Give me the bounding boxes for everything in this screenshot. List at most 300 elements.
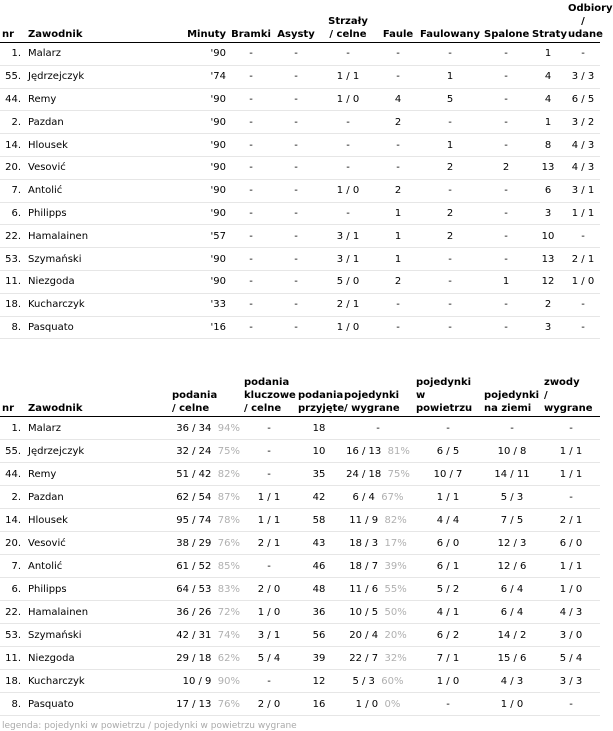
duels-cell [342, 417, 414, 440]
minutes-cell: '90 [166, 43, 228, 66]
offsides-cell: 1 [482, 270, 530, 293]
received-passes-cell: 58 [296, 509, 342, 532]
losses-cell: 4 [530, 65, 566, 88]
duels-cell-value: 22 / 7 [349, 652, 379, 664]
offsides-cell: - [482, 88, 530, 111]
dribbles-cell: - [542, 693, 600, 716]
passes-cell [170, 509, 242, 532]
assists-cell: - [274, 134, 318, 157]
passes-cell-value: 38 / 29 [176, 537, 212, 549]
key-passes-cell: 1 / 1 [242, 486, 296, 509]
duels-cell-percent: 0% [384, 698, 401, 710]
passes-cell [170, 463, 242, 486]
col-header-strzaly: Strzały / celne [318, 2, 378, 43]
minutes-cell: '90 [166, 134, 228, 157]
passes-cell-percent: 83% [217, 583, 240, 595]
recoveries-cell: 6 / 5 [566, 88, 600, 111]
assists-cell: - [274, 293, 318, 316]
player-name: Kucharczyk [26, 293, 166, 316]
duels-cell [342, 693, 414, 716]
table-row [0, 293, 600, 316]
fouled-cell: - [418, 179, 482, 202]
received-passes-cell: 35 [296, 463, 342, 486]
key-passes-cell: 1 / 0 [242, 601, 296, 624]
duels-cell [342, 578, 414, 601]
goals-cell: - [228, 88, 274, 111]
player-number: 44. [0, 88, 26, 111]
losses-cell: 12 [530, 270, 566, 293]
table-row [0, 601, 600, 624]
passes-cell-percent: 76% [217, 698, 240, 710]
offsides-cell: - [482, 179, 530, 202]
shots-cell: - [318, 156, 378, 179]
passes-cell-percent: 87% [217, 491, 240, 503]
offsides-cell: - [482, 111, 530, 134]
key-passes-cell: - [242, 555, 296, 578]
col-header-straty: Straty [530, 2, 566, 43]
aerial-duels-cell: 5 / 2 [414, 578, 482, 601]
table-row [0, 555, 600, 578]
assists-cell: - [274, 270, 318, 293]
player-name: Szymański [26, 248, 166, 271]
table-row [0, 179, 600, 202]
fouled-cell: - [418, 43, 482, 66]
col-header-nr: nr [0, 376, 26, 417]
player-name: Hamalainen [26, 601, 170, 624]
goals-cell: - [228, 111, 274, 134]
fouls-cell: 1 [378, 202, 418, 225]
fouled-cell: 2 [418, 156, 482, 179]
duels-cell [342, 463, 414, 486]
passes-cell-percent: 76% [217, 537, 240, 549]
fouled-cell: 5 [418, 88, 482, 111]
recoveries-cell: - [566, 43, 600, 66]
shots-cell: 1 / 0 [318, 88, 378, 111]
table-row [0, 316, 600, 339]
col-header-pojedynki: pojedynki / wygrane [342, 376, 414, 417]
goals-cell: - [228, 43, 274, 66]
ground-duels-cell: 10 / 8 [482, 440, 542, 463]
passes-cell [170, 486, 242, 509]
ground-duels-cell: - [482, 417, 542, 440]
player-number: 14. [0, 134, 26, 157]
table-row [0, 134, 600, 157]
fouled-cell: 2 [418, 225, 482, 248]
recoveries-cell: 4 / 3 [566, 156, 600, 179]
shots-cell: 1 / 0 [318, 179, 378, 202]
goals-cell: - [228, 225, 274, 248]
table-row [0, 270, 600, 293]
fouled-cell: 2 [418, 202, 482, 225]
assists-cell: - [274, 88, 318, 111]
passes-cell-percent: 62% [217, 652, 240, 664]
fouls-cell: 2 [378, 111, 418, 134]
goals-cell: - [228, 248, 274, 271]
player-number: 55. [0, 440, 26, 463]
duels-cell-value: 10 / 5 [349, 606, 379, 618]
fouled-cell: 1 [418, 65, 482, 88]
player-name: Remy [26, 463, 170, 486]
col-header-faulowany: Faulowany [418, 2, 482, 43]
minutes-cell: '57 [166, 225, 228, 248]
offsides-cell: 2 [482, 156, 530, 179]
passes-cell-value: 61 / 52 [176, 560, 212, 572]
player-number: 22. [0, 601, 26, 624]
passes-cell [170, 670, 242, 693]
table-row [0, 647, 600, 670]
table-row [0, 624, 600, 647]
player-number: 44. [0, 463, 26, 486]
table1-body [0, 43, 600, 339]
col-header-pojedynki-powietrze: pojedynki w powietrzu [414, 376, 482, 417]
table-row [0, 43, 600, 66]
player-number: 55. [0, 65, 26, 88]
table-row [0, 65, 600, 88]
offsides-cell: - [482, 225, 530, 248]
player-name: Hlousek [26, 509, 170, 532]
assists-cell: - [274, 316, 318, 339]
assists-cell: - [274, 248, 318, 271]
shots-cell: - [318, 202, 378, 225]
shots-cell: 3 / 1 [318, 225, 378, 248]
player-name: Vesović [26, 156, 166, 179]
recoveries-cell: 1 / 0 [566, 270, 600, 293]
table-row [0, 225, 600, 248]
player-name: Pazdan [26, 486, 170, 509]
table-row [0, 578, 600, 601]
stats-table-duels [0, 376, 600, 716]
player-number: 8. [0, 316, 26, 339]
duels-cell-percent: 20% [384, 629, 407, 641]
player-number: 1. [0, 417, 26, 440]
offsides-cell: - [482, 293, 530, 316]
passes-cell [170, 693, 242, 716]
col-header-spalone: Spalone [482, 2, 530, 43]
assists-cell: - [274, 156, 318, 179]
player-name: Pasquato [26, 316, 166, 339]
table-row [0, 670, 600, 693]
duels-cell-percent: 67% [381, 491, 404, 503]
shots-cell: 3 / 1 [318, 248, 378, 271]
dribbles-cell: 2 / 1 [542, 509, 600, 532]
duels-cell-value: 5 / 3 [352, 675, 375, 687]
received-passes-cell: 56 [296, 624, 342, 647]
fouls-cell: - [378, 316, 418, 339]
player-number: 53. [0, 624, 26, 647]
col-header-podania-przyjete: podania przyjęte [296, 376, 342, 417]
passes-cell-value: 95 / 74 [176, 514, 212, 526]
dribbles-cell: 3 / 3 [542, 670, 600, 693]
player-number: 8. [0, 693, 26, 716]
offsides-cell: - [482, 202, 530, 225]
received-passes-cell: 42 [296, 486, 342, 509]
duels-cell-percent: 82% [384, 514, 407, 526]
minutes-cell: '90 [166, 270, 228, 293]
aerial-duels-cell: 6 / 2 [414, 624, 482, 647]
minutes-cell: '90 [166, 156, 228, 179]
duels-cell-value: 6 / 4 [352, 491, 375, 503]
goals-cell: - [228, 202, 274, 225]
received-passes-cell: 10 [296, 440, 342, 463]
duels-cell [342, 486, 414, 509]
passes-cell-value: 36 / 34 [176, 422, 212, 434]
received-passes-cell: 16 [296, 693, 342, 716]
received-passes-cell: 12 [296, 670, 342, 693]
duels-cell-value: 16 / 13 [346, 445, 382, 457]
dribbles-cell: 3 / 0 [542, 624, 600, 647]
aerial-duels-cell: 10 / 7 [414, 463, 482, 486]
player-name: Philipps [26, 578, 170, 601]
col-header-bramki: Bramki [228, 2, 274, 43]
aerial-duels-cell: 1 / 0 [414, 670, 482, 693]
recoveries-cell: 2 / 1 [566, 248, 600, 271]
passes-cell-value: 29 / 18 [176, 652, 212, 664]
ground-duels-cell: 12 / 6 [482, 555, 542, 578]
losses-cell: 4 [530, 88, 566, 111]
goals-cell: - [228, 156, 274, 179]
fouls-cell: - [378, 43, 418, 66]
minutes-cell: '90 [166, 88, 228, 111]
passes-cell-percent: 74% [217, 629, 240, 641]
passes-cell [170, 532, 242, 555]
ground-duels-cell: 1 / 0 [482, 693, 542, 716]
duels-cell-value: 1 / 0 [355, 698, 379, 710]
minutes-cell: '33 [166, 293, 228, 316]
shots-cell: - [318, 134, 378, 157]
dribbles-cell: - [542, 486, 600, 509]
player-number: 20. [0, 156, 26, 179]
key-passes-cell: 3 / 1 [242, 624, 296, 647]
passes-cell [170, 417, 242, 440]
table-row [0, 693, 600, 716]
dribbles-cell: 1 / 1 [542, 463, 600, 486]
duels-cell [342, 670, 414, 693]
fouled-cell: 1 [418, 134, 482, 157]
passes-cell [170, 601, 242, 624]
passes-cell [170, 440, 242, 463]
col-header-faule: Faule [378, 2, 418, 43]
fouls-cell: - [378, 293, 418, 316]
key-passes-cell: 1 / 1 [242, 509, 296, 532]
passes-cell-value: 64 / 53 [176, 583, 212, 595]
duels-cell-percent: 32% [384, 652, 407, 664]
player-number: 7. [0, 179, 26, 202]
player-name: Szymański [26, 624, 170, 647]
col-header-podania: podania / celne [170, 376, 242, 417]
fouls-cell: 2 [378, 179, 418, 202]
assists-cell: - [274, 111, 318, 134]
ground-duels-cell: 7 / 5 [482, 509, 542, 532]
passes-cell-percent: 75% [217, 445, 240, 457]
minutes-cell: '90 [166, 248, 228, 271]
dribbles-cell: 6 / 0 [542, 532, 600, 555]
offsides-cell: - [482, 248, 530, 271]
received-passes-cell: 43 [296, 532, 342, 555]
player-name: Niezgoda [26, 647, 170, 670]
col-header-odbiory: Odbiory / udane [566, 2, 600, 43]
recoveries-cell: - [566, 316, 600, 339]
col-header-pojedynki-ziemia: pojedynki na ziemi [482, 376, 542, 417]
passes-cell-percent: 85% [217, 560, 240, 572]
player-name: Vesović [26, 532, 170, 555]
player-number: 2. [0, 486, 26, 509]
goals-cell: - [228, 270, 274, 293]
duels-cell-value: 11 / 6 [349, 583, 379, 595]
player-name: Hlousek [26, 134, 166, 157]
passes-cell-percent: 94% [217, 422, 240, 434]
duels-cell-percent: 39% [384, 560, 407, 572]
fouled-cell: - [418, 248, 482, 271]
table-row [0, 111, 600, 134]
passes-cell [170, 647, 242, 670]
fouls-cell: 1 [378, 248, 418, 271]
passes-cell-percent: 82% [217, 468, 240, 480]
dribbles-cell: 1 / 1 [542, 440, 600, 463]
minutes-cell: '90 [166, 179, 228, 202]
assists-cell: - [274, 43, 318, 66]
col-header-podania-kluczowe: podania kluczowe / celne [242, 376, 296, 417]
aerial-duels-cell: 6 / 5 [414, 440, 482, 463]
aerial-duels-cell: 1 / 1 [414, 486, 482, 509]
player-name: Remy [26, 88, 166, 111]
goals-cell: - [228, 179, 274, 202]
player-number: 2. [0, 111, 26, 134]
offsides-cell: - [482, 316, 530, 339]
duels-cell-value: 20 / 4 [349, 629, 379, 641]
fouled-cell: - [418, 270, 482, 293]
fouled-cell: - [418, 316, 482, 339]
duels-cell-percent: 81% [387, 445, 410, 457]
player-name: Antolić [26, 179, 166, 202]
duels-cell-value: - [376, 422, 380, 434]
passes-cell-percent: 78% [217, 514, 240, 526]
ground-duels-cell: 14 / 2 [482, 624, 542, 647]
recoveries-cell: 3 / 1 [566, 179, 600, 202]
duels-cell [342, 509, 414, 532]
assists-cell: - [274, 225, 318, 248]
losses-cell: 13 [530, 248, 566, 271]
key-passes-cell: 2 / 1 [242, 532, 296, 555]
passes-cell-value: 10 / 9 [182, 675, 212, 687]
key-passes-cell: - [242, 417, 296, 440]
player-name: Philipps [26, 202, 166, 225]
duels-cell-percent: 75% [387, 468, 410, 480]
table-row [0, 463, 600, 486]
dribbles-cell: 5 / 4 [542, 647, 600, 670]
table-row [0, 417, 600, 440]
player-name: Malarz [26, 43, 166, 66]
duels-cell [342, 532, 414, 555]
player-number: 18. [0, 293, 26, 316]
minutes-cell: '90 [166, 111, 228, 134]
player-name: Jędrzejczyk [26, 440, 170, 463]
dribbles-cell: 1 / 1 [542, 555, 600, 578]
col-header-zwody: zwody / wygrane [542, 376, 600, 417]
duels-cell-percent: 17% [384, 537, 407, 549]
ground-duels-cell: 5 / 3 [482, 486, 542, 509]
dribbles-cell: 1 / 0 [542, 578, 600, 601]
key-passes-cell: - [242, 670, 296, 693]
losses-cell: 2 [530, 293, 566, 316]
fouls-cell: 1 [378, 225, 418, 248]
duels-cell-value: 18 / 3 [349, 537, 379, 549]
passes-cell-value: 36 / 26 [176, 606, 212, 618]
aerial-duels-cell: 6 / 0 [414, 532, 482, 555]
losses-cell: 10 [530, 225, 566, 248]
player-name: Niezgoda [26, 270, 166, 293]
losses-cell: 1 [530, 43, 566, 66]
player-number: 6. [0, 202, 26, 225]
fouled-cell: - [418, 111, 482, 134]
key-passes-cell: - [242, 463, 296, 486]
passes-cell-value: 62 / 54 [176, 491, 212, 503]
losses-cell: 6 [530, 179, 566, 202]
shots-cell: 2 / 1 [318, 293, 378, 316]
losses-cell: 8 [530, 134, 566, 157]
shots-cell: 5 / 0 [318, 270, 378, 293]
player-number: 18. [0, 670, 26, 693]
col-header-zawodnik: Zawodnik [26, 376, 170, 417]
player-number: 7. [0, 555, 26, 578]
table-row [0, 440, 600, 463]
player-name: Kucharczyk [26, 670, 170, 693]
aerial-duels-cell: - [414, 693, 482, 716]
aerial-duels-cell: 7 / 1 [414, 647, 482, 670]
duels-cell-percent: 50% [384, 606, 407, 618]
player-name: Jędrzejczyk [26, 65, 166, 88]
duels-cell-value: 18 / 7 [349, 560, 379, 572]
losses-cell: 1 [530, 111, 566, 134]
received-passes-cell: 36 [296, 601, 342, 624]
table-row [0, 156, 600, 179]
fouls-cell: 2 [378, 270, 418, 293]
aerial-duels-cell: 4 / 1 [414, 601, 482, 624]
ground-duels-cell: 6 / 4 [482, 578, 542, 601]
legend-note: legenda: pojedynki w powietrzu / pojedynki w powietrzu wygrane [2, 721, 297, 731]
ground-duels-cell: 14 / 11 [482, 463, 542, 486]
key-passes-cell: 2 / 0 [242, 693, 296, 716]
dribbles-cell: 4 / 3 [542, 601, 600, 624]
fouls-cell: - [378, 134, 418, 157]
table2-header [0, 376, 600, 417]
col-header-nr: nr [0, 2, 26, 43]
table-row [0, 88, 600, 111]
recoveries-cell: - [566, 225, 600, 248]
assists-cell: - [274, 202, 318, 225]
duels-cell [342, 440, 414, 463]
col-header-minuty: Minuty [166, 2, 228, 43]
dribbles-cell: - [542, 417, 600, 440]
minutes-cell: '16 [166, 316, 228, 339]
duels-cell-percent: 60% [381, 675, 404, 687]
offsides-cell: - [482, 43, 530, 66]
losses-cell: 3 [530, 202, 566, 225]
received-passes-cell: 39 [296, 647, 342, 670]
passes-cell [170, 555, 242, 578]
key-passes-cell: 5 / 4 [242, 647, 296, 670]
passes-cell-percent: 90% [217, 675, 240, 687]
player-name: Pasquato [26, 693, 170, 716]
ground-duels-cell: 6 / 4 [482, 601, 542, 624]
received-passes-cell: 18 [296, 417, 342, 440]
stats-table-basic [0, 2, 613, 339]
shots-cell: 1 / 0 [318, 316, 378, 339]
duels-cell-value: 24 / 18 [346, 468, 382, 480]
fouls-cell: - [378, 156, 418, 179]
shots-cell: - [318, 43, 378, 66]
player-number: 6. [0, 578, 26, 601]
ground-duels-cell: 15 / 6 [482, 647, 542, 670]
